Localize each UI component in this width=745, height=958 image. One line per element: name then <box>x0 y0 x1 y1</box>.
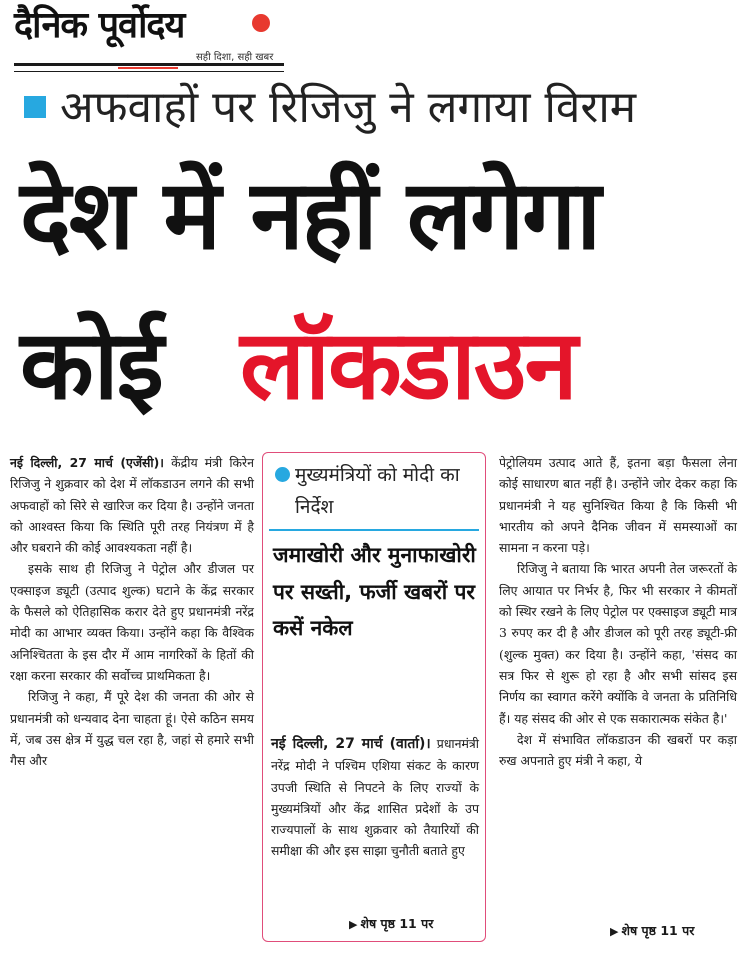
masthead-title: दैनिक पूर्वोदय <box>14 5 185 46</box>
article-right-column <box>499 452 737 952</box>
sidebar-story-text: प्रधानमंत्री नरेंद्र मोदी ने पश्चिम एशिया संकट के कारण उपजी स्थिति से निपटने के लिए राज्यों के मुख्यमंत्रियों और केंद्र शासित प्रदेशों के उप राज्यपालों के साथ शुक्रवार को तैयारियों की समीक्षा की और इस साझा चुनौती बताते हुए <box>271 736 479 859</box>
masthead-rule-accent <box>118 67 178 69</box>
article-dateline: नई दिल्ली, 27 मार्च (एजेंसी)। <box>10 455 165 470</box>
continued-arrow-icon: ▶ <box>349 918 358 931</box>
square-bullet-icon <box>24 96 46 118</box>
sidebar-story-paragraph <box>271 733 479 862</box>
masthead-rule-thin <box>14 71 284 72</box>
article-paragraph: देश में संभावित लॉकडाउन की खबरों पर कड़ा रुख अपनाते हुए मंत्री ने कहा, ये <box>499 731 737 769</box>
masthead-tagline: सही दिशा, सही खबर <box>196 52 274 63</box>
article-paragraph <box>10 452 254 558</box>
sidebar-story-dateline: नई दिल्ली, 27 मार्च (वार्ता)। <box>271 736 431 752</box>
headline-line-2-black: कोई <box>20 309 162 421</box>
article-paragraph: इसके साथ ही रिजिजु ने पेट्रोल और डीजल पर एक्साइज ड्यूटी (उत्पाद शुल्क) घटाने के केंद्र सरकार के फैसले को ऐतिहासिक करार देते हुए प्रधानमंत्री नरेंद्र मोदी का आभार व्यक्त किया। उन्होंने कहा कि वैश्विक अनिश्चितता के इस दौर में आम नागरिकों के हितों की रक्षा करना सरकार की सर्वोच्च प्राथमिकता है। <box>10 561 254 683</box>
circle-bullet-icon <box>275 467 290 482</box>
sidebar-story-rule <box>269 529 479 531</box>
sidebar-story-kicker: मुख्यमंत्रियों को मोदी का निर्देश <box>295 464 460 518</box>
article-paragraph-text: केंद्रीय मंत्री किरेन रिजिजु ने शुक्रवार को देश में लॉकडाउन लगने की सभी अफवाहों को सिरे से खारिज कर दिया है। उन्होंने जनता को आश्वस्त किया कि स्थिति पूरी तरह नियंत्रण में है और घबराने की कोई आवश्यकता नहीं है। <box>10 455 254 556</box>
headline-line-1: देश में नहीं लगेगा <box>20 159 600 271</box>
masthead-dot-icon <box>252 14 270 32</box>
sidebar-continued-text: शेष पृष्ठ 11 पर <box>360 916 434 931</box>
continued-arrow-icon: ▶ <box>610 925 619 938</box>
sidebar-continued-link[interactable] <box>349 915 433 932</box>
sidebar-story-body <box>271 733 479 933</box>
article-paragraph: रिजिजु ने कहा, मैं पूरे देश की जनता की ओर से प्रधानमंत्री को धन्यवाद देना चाहता हूं। ऐसे कठिन समय में, जब उस क्षेत्र में युद्ध चल रहा है, जहां से हमारे सभी गैस और <box>10 689 254 769</box>
sidebar-story-headline: जमाखोरी और मुनाफाखोरी पर सख्ती, फर्जी खबरों पर कसें नकेल <box>273 543 476 640</box>
article-paragraph: पेट्रोलियम उत्पाद आते हैं, इतना बड़ा फैसला लेना कोई साधारण बात नहीं है। उन्होंने जोर देकर कहा कि प्रधानमंत्री ने यह सुनिश्चित किया है कि किसी भी भारतीय को अपने दैनिक जीवन में समस्याओं का सामना न करना पड़े। <box>499 455 737 556</box>
article-continued-link[interactable] <box>606 922 694 939</box>
story-kicker: अफवाहों पर रिजिजु ने लगाया विराम <box>60 82 637 133</box>
headline-line-2-red: लॉकडाउन <box>240 309 576 421</box>
article-continued-text: शेष पृष्ठ 11 पर <box>621 923 695 938</box>
masthead-rule <box>14 63 284 66</box>
sidebar-story-box <box>262 452 486 942</box>
article-paragraph: रिजिजु ने बताया कि भारत अपनी तेल जरूरतों के लिए आयात पर निर्भर है, फिर भी सरकार ने कीमतों को स्थिर रखने के लिए पेट्रोल पर एक्साइज ड्यूटी मात्र 3 रुपए कर दी है और डीजल को पूरी तरह ड्यूटी-फ्री (शुल्क मुक्त) कर दिया है। उन्होंने कहा, 'संसद का सत्र फिर से शुरू हो रहा है और सभी सांसद इस निर्णय का स्वागत करेंगे क्योंकि वे जनता के प्रतिनिधि हैं। यह संसद की ओर से एक सकारात्मक संकेत है।' <box>499 561 737 726</box>
article-left-column <box>10 452 254 952</box>
